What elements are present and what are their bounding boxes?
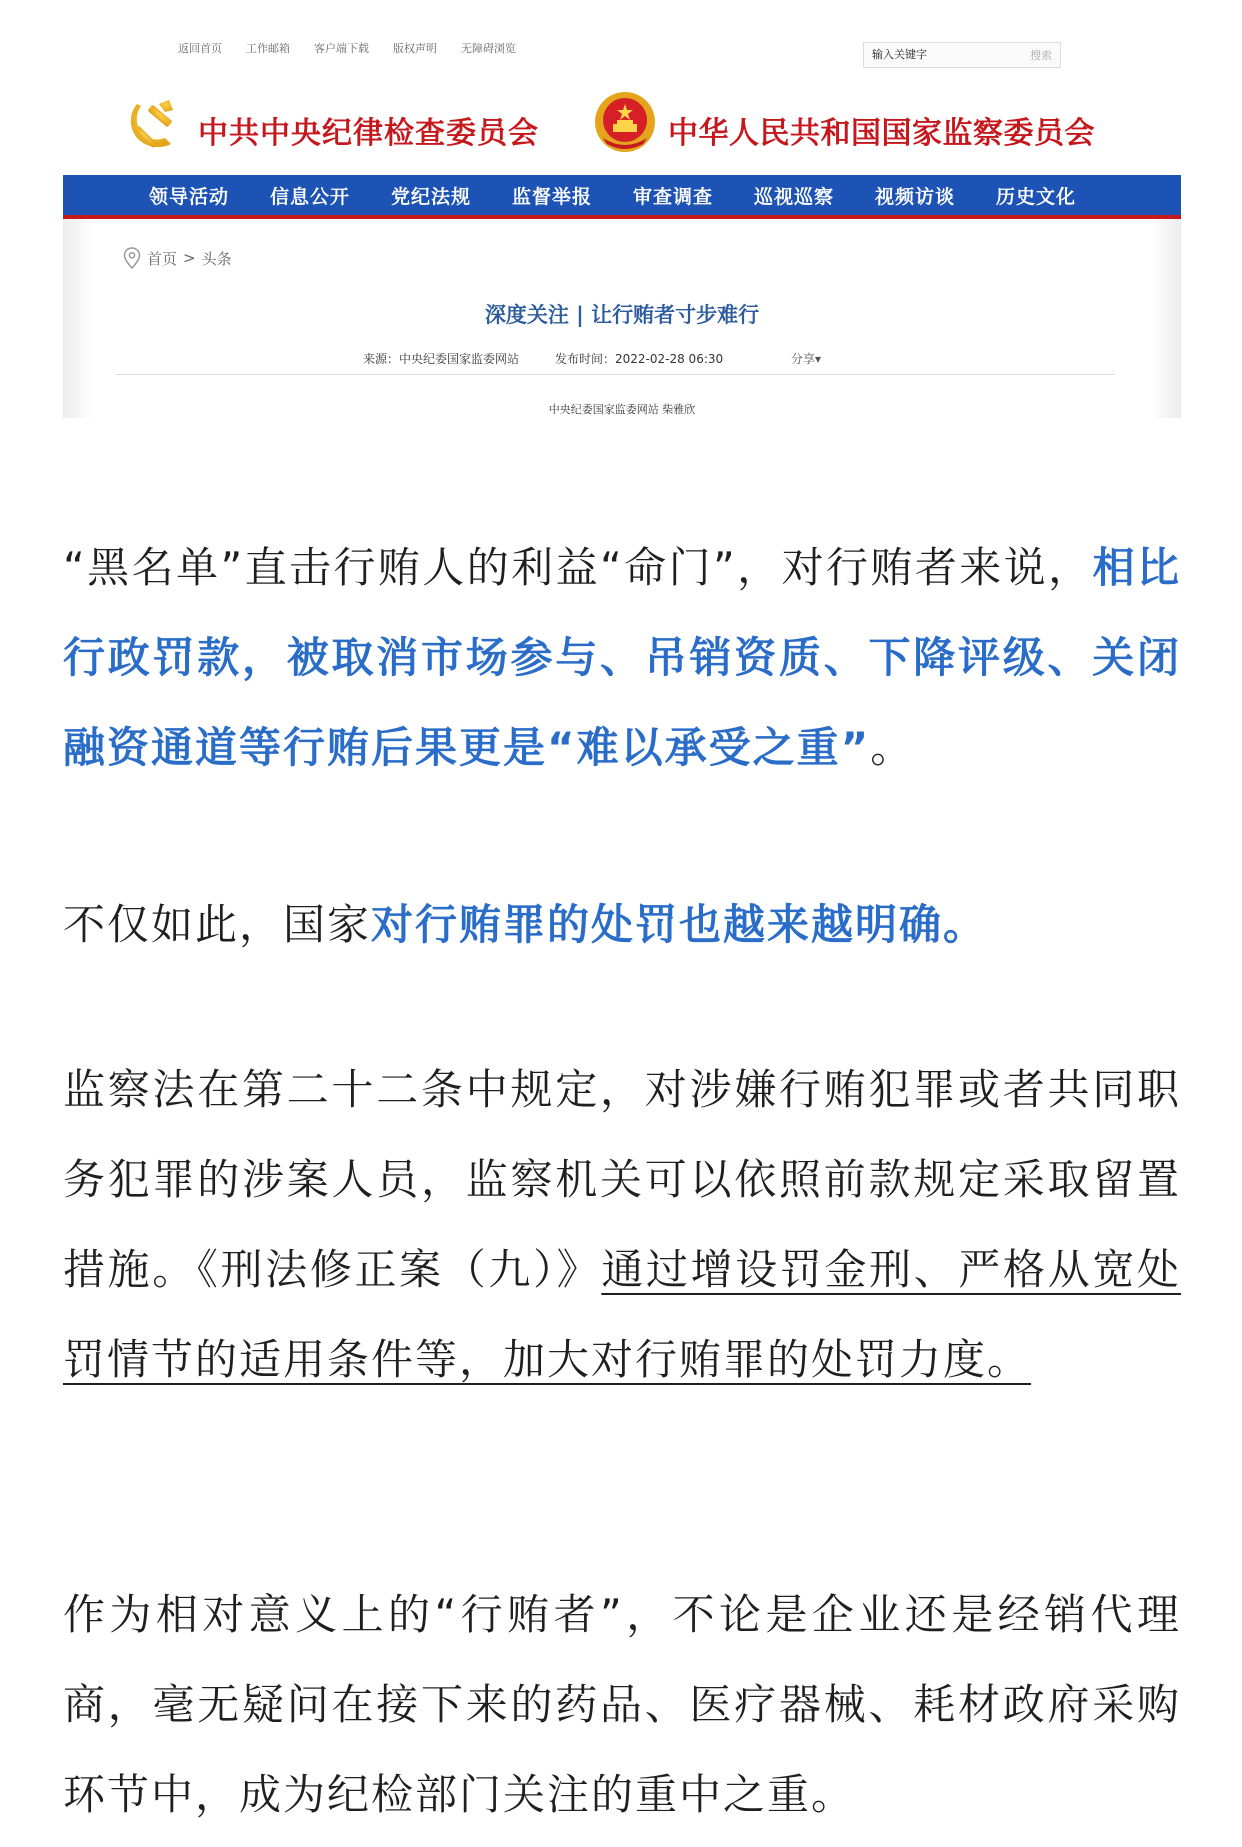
nav-video[interactable]: 视频访谈 (875, 185, 956, 208)
paragraph-4: 作为相对意义上的“行贿者”，不论是企业还是经销代理商，毫无疑问在接下来的药品、医疗器械、耗材政府采购环节中，成为纪检部门关注的重中之重。 (63, 1590, 1181, 1819)
main-nav (63, 175, 1181, 219)
paragraph-1 (63, 523, 1181, 793)
top-links (178, 40, 516, 56)
article-byline: 中央纪委国家监委网站 柴雅欣 (548, 403, 696, 416)
p2-highlight: 对行贿罪的处罚也越来越明确。 (371, 900, 988, 949)
p1-text: “黑名单”直击行贿人的利益“命门”，对行贿者来说， (63, 543, 1093, 592)
paragraph-2 (63, 880, 1181, 970)
article-screenshot (63, 0, 1181, 418)
location-pin-icon (123, 247, 141, 269)
site-title-right: 中华人民共和国国家监察委员会 (668, 116, 1095, 151)
breadcrumb-separator: > (183, 249, 196, 267)
top-link-copyright[interactable]: 版权声明 (393, 43, 437, 55)
divider (115, 374, 1115, 375)
top-link-home[interactable]: 返回首页 (178, 43, 222, 55)
breadcrumb-home[interactable]: 首页 (147, 249, 178, 268)
site-title-left: 中共中央纪律检查委员会 (198, 116, 539, 151)
party-emblem-icon (123, 94, 185, 156)
article-time: 发布时间：2022-02-28 06:30 (555, 352, 724, 366)
article-source: 来源：中央纪委国家监委网站 (363, 352, 520, 366)
top-link-client[interactable]: 客户端下载 (314, 43, 369, 55)
share-dropdown[interactable]: 分享▾ (791, 352, 822, 366)
nav-investigation[interactable]: 审查调查 (633, 185, 714, 208)
nav-info[interactable]: 信息公开 (270, 185, 351, 208)
p2-text: 不仅如此，国家 (63, 900, 372, 949)
p1-end: 。 (870, 723, 915, 772)
article-header-card (63, 219, 1181, 418)
national-emblem-icon (593, 90, 657, 154)
masthead (63, 88, 1181, 158)
top-link-accessibility[interactable]: 无障碍浏览 (461, 43, 516, 55)
p1-highlight: 相比行政罚款，被取消市场参与、吊销资质、下降评级、关闭融资通道等行贿后果更是“难以承受之重” (63, 543, 1181, 772)
nav-inspection[interactable]: 巡视巡察 (754, 185, 835, 208)
search-button[interactable]: 搜索 (1030, 49, 1052, 62)
breadcrumb (123, 247, 232, 269)
nav-regulations[interactable]: 党纪法规 (391, 185, 472, 208)
top-link-mail[interactable]: 工作邮箱 (246, 43, 290, 55)
paragraph-3 (63, 1045, 1181, 1405)
search-box (863, 42, 1061, 68)
nav-report[interactable]: 监督举报 (512, 185, 593, 208)
nav-leadership[interactable]: 领导活动 (149, 185, 230, 208)
search-input[interactable] (864, 48, 1014, 62)
article-headline: 深度关注 | 让行贿者寸步难行 (484, 303, 760, 327)
nav-history[interactable]: 历史文化 (996, 185, 1077, 208)
p3-text: 监察法在第二十二条中规定，对涉嫌行贿犯罪或者共同职务犯罪的涉案人员，监察机关可以依照前款规定采取留置措施。《刑法修正案（九）》 (63, 1065, 1181, 1294)
breadcrumb-current[interactable]: 头条 (201, 249, 232, 268)
p3-underlined: 通过增设罚金刑、严格从宽处罚情节的适用条件等，加大对行贿罪的处罚力度。 (63, 1245, 1181, 1384)
